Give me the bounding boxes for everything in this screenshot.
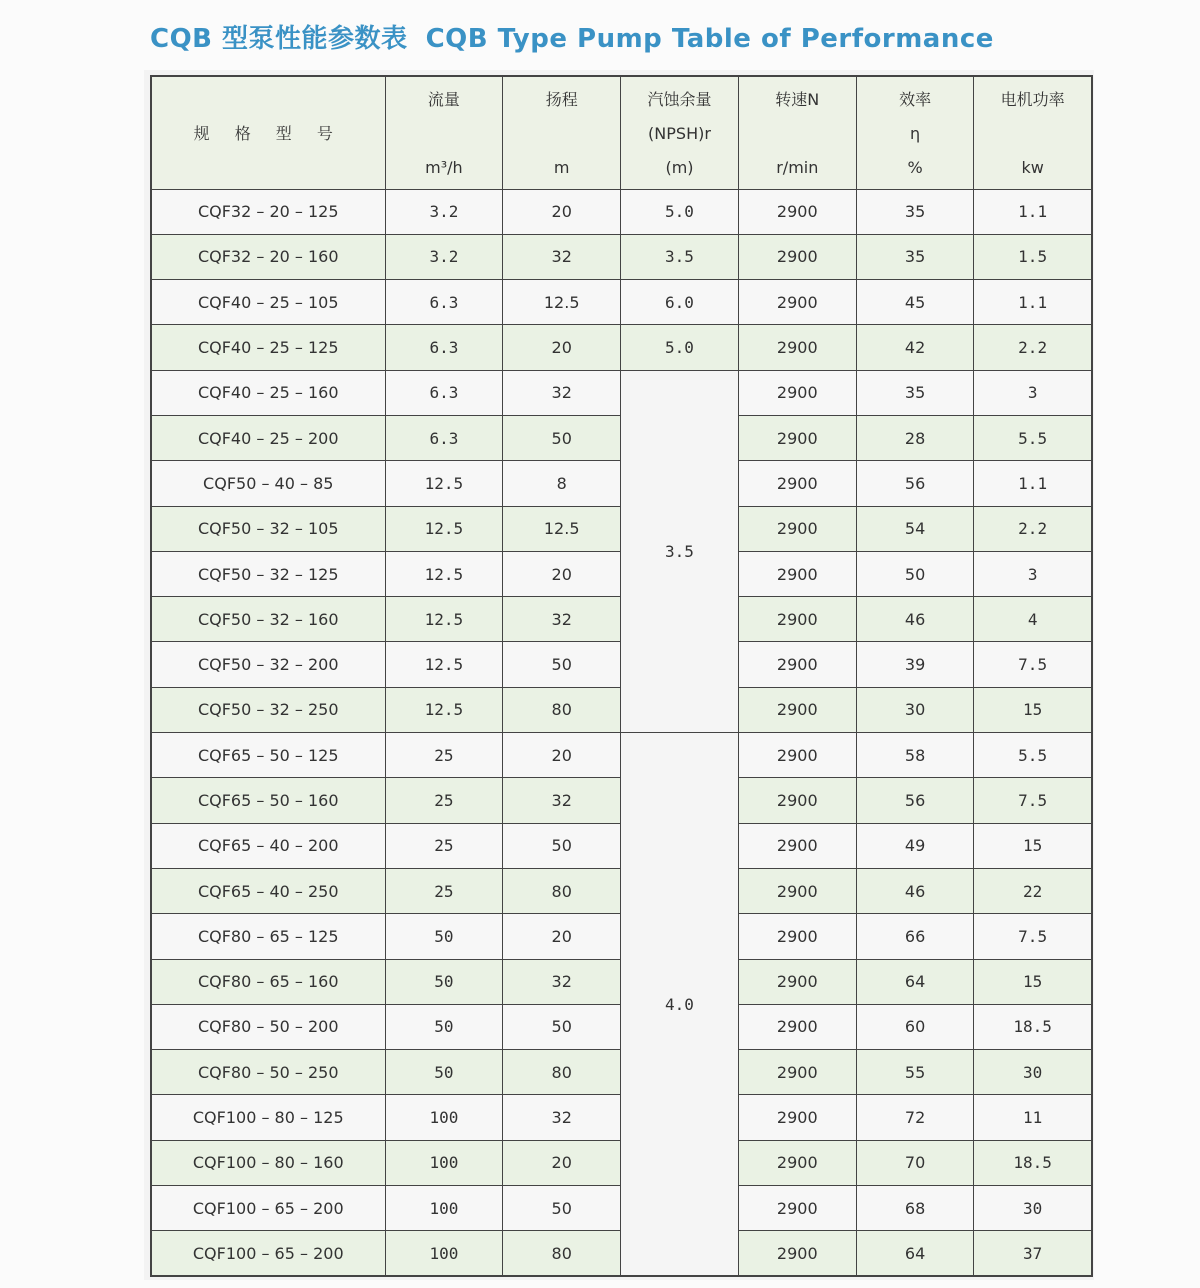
cell-power: 3 [974,551,1092,596]
cell-power: 4 [974,597,1092,642]
cell-head: 50 [503,415,621,460]
cell-speed: 2900 [738,597,856,642]
cell-model: CQF50 – 40 – 85 [151,461,385,506]
cell-power: 30 [974,1050,1092,1095]
header-speed-unit: r/min [776,157,819,177]
cell-power: 2.2 [974,506,1092,551]
cell-model: CQF40 – 25 – 200 [151,415,385,460]
cell-power: 2.2 [974,325,1092,370]
cell-npsh: 5.0 [621,325,739,370]
cell-model: CQF32 – 20 – 125 [151,189,385,234]
performance-table [150,75,1093,1277]
cell-speed: 2900 [738,1004,856,1049]
cell-speed: 2900 [738,280,856,325]
cell-efficiency: 72 [856,1095,974,1140]
header-power [974,76,1092,189]
cell-efficiency: 45 [856,280,974,325]
cell-efficiency: 42 [856,325,974,370]
cell-power: 7.5 [974,642,1092,687]
cell-flow: 25 [385,778,503,823]
table-row [151,280,1092,325]
cell-flow: 12.5 [385,551,503,596]
cell-speed: 2900 [738,687,856,732]
header-efficiency [856,76,974,189]
cell-head: 50 [503,823,621,868]
cell-power: 3 [974,370,1092,415]
cell-efficiency: 35 [856,370,974,415]
cell-model: CQF80 – 65 – 125 [151,914,385,959]
header-npsh-sub: (NPSH)r [648,123,711,143]
cell-efficiency: 55 [856,1050,974,1095]
cell-speed: 2900 [738,234,856,279]
header-flow-label: 流量 [427,89,460,109]
cell-head: 32 [503,234,621,279]
cell-speed: 2900 [738,189,856,234]
cell-power: 1.1 [974,461,1092,506]
cell-model: CQF50 – 32 – 250 [151,687,385,732]
table-row [151,189,1092,234]
cell-speed: 2900 [738,1186,856,1231]
cell-flow: 100 [385,1231,503,1276]
cell-speed: 2900 [738,642,856,687]
cell-power: 5.5 [974,415,1092,460]
cell-model: CQF40 – 25 – 160 [151,370,385,415]
cell-efficiency: 58 [856,733,974,778]
cell-model: CQF40 – 25 – 125 [151,325,385,370]
cell-flow: 12.5 [385,461,503,506]
cell-power: 1.1 [974,189,1092,234]
cell-efficiency: 68 [856,1186,974,1231]
cell-flow: 100 [385,1095,503,1140]
cell-speed: 2900 [738,959,856,1004]
cell-model: CQF50 – 32 – 160 [151,597,385,642]
header-speed [738,76,856,189]
cell-efficiency: 70 [856,1140,974,1185]
cell-flow: 12.5 [385,597,503,642]
cell-head: 50 [503,642,621,687]
cell-model: CQF100 – 65 – 200 [151,1186,385,1231]
cell-head: 12.5 [503,506,621,551]
cell-flow: 6.3 [385,325,503,370]
header-efficiency-label: 效率 [899,89,932,109]
cell-speed: 2900 [738,1231,856,1276]
cell-power: 18.5 [974,1140,1092,1185]
cell-power: 11 [974,1095,1092,1140]
table-row [151,370,1092,415]
cell-npsh: 6.0 [621,280,739,325]
cell-model: CQF100 – 80 – 125 [151,1095,385,1140]
header-efficiency-sub: η [910,123,921,143]
cell-model: CQF65 – 40 – 200 [151,823,385,868]
cell-model: CQF32 – 20 – 160 [151,234,385,279]
cell-power: 30 [974,1186,1092,1231]
cell-efficiency: 35 [856,234,974,279]
cell-efficiency: 35 [856,189,974,234]
header-model-label: 规 格 型 号 [193,124,343,144]
cell-efficiency: 64 [856,1231,974,1276]
cell-flow: 12.5 [385,687,503,732]
cell-head: 20 [503,325,621,370]
table-row [151,234,1092,279]
cell-head: 32 [503,597,621,642]
cell-speed: 2900 [738,868,856,913]
cell-model: CQF65 – 50 – 125 [151,733,385,778]
header-head [503,76,621,189]
header-power-unit: kw [1021,157,1044,177]
header-npsh-label: 汽蚀余量 [647,89,712,109]
header-power-label: 电机功率 [1000,89,1065,109]
cell-flow: 50 [385,1004,503,1049]
cell-model: CQF65 – 40 – 250 [151,868,385,913]
cell-head: 20 [503,551,621,596]
cell-power: 1.1 [974,280,1092,325]
cell-model: CQF65 – 50 – 160 [151,778,385,823]
cell-flow: 12.5 [385,642,503,687]
cell-head: 32 [503,959,621,1004]
cell-speed: 2900 [738,823,856,868]
cell-speed: 2900 [738,415,856,460]
cell-speed: 2900 [738,914,856,959]
cell-flow: 25 [385,868,503,913]
cell-model: CQF80 – 65 – 160 [151,959,385,1004]
cell-npsh-merged: 4.0 [621,733,739,1277]
cell-flow: 6.3 [385,415,503,460]
cell-model: CQF50 – 32 – 200 [151,642,385,687]
cell-model: CQF40 – 25 – 105 [151,280,385,325]
cell-power: 15 [974,959,1092,1004]
cell-flow: 6.3 [385,370,503,415]
cell-speed: 2900 [738,1050,856,1095]
cell-flow: 50 [385,914,503,959]
cell-flow: 12.5 [385,506,503,551]
cell-head: 32 [503,370,621,415]
title-chinese: CQB 型泵性能参数表 [150,24,408,54]
header-flow-unit: m³/h [425,157,463,177]
cell-efficiency: 56 [856,778,974,823]
cell-head: 50 [503,1186,621,1231]
cell-efficiency: 56 [856,461,974,506]
header-npsh-unit: (m) [665,157,694,177]
cell-head: 80 [503,868,621,913]
cell-npsh: 5.0 [621,189,739,234]
cell-flow: 100 [385,1140,503,1185]
cell-speed: 2900 [738,1095,856,1140]
cell-efficiency: 49 [856,823,974,868]
header-model [151,76,385,189]
cell-flow: 3.2 [385,189,503,234]
cell-flow: 100 [385,1186,503,1231]
cell-power: 7.5 [974,914,1092,959]
cell-speed: 2900 [738,370,856,415]
cell-speed: 2900 [738,733,856,778]
cell-power: 15 [974,823,1092,868]
cell-efficiency: 54 [856,506,974,551]
header-row [151,76,1092,189]
cell-head: 32 [503,778,621,823]
cell-efficiency: 39 [856,642,974,687]
cell-model: CQF50 – 32 – 105 [151,506,385,551]
cell-speed: 2900 [738,461,856,506]
table-body [151,189,1092,1276]
cell-efficiency: 28 [856,415,974,460]
cell-head: 80 [503,1050,621,1095]
cell-flow: 3.2 [385,234,503,279]
header-head-unit: m [553,157,570,177]
cell-model: CQF80 – 50 – 200 [151,1004,385,1049]
page-title [150,18,994,55]
cell-power: 1.5 [974,234,1092,279]
header-flow [385,76,503,189]
cell-head: 8 [503,461,621,506]
cell-power: 15 [974,687,1092,732]
header-npsh [621,76,739,189]
cell-flow: 6.3 [385,280,503,325]
cell-power: 18.5 [974,1004,1092,1049]
header-efficiency-unit: % [907,157,923,177]
cell-head: 20 [503,733,621,778]
cell-head: 20 [503,914,621,959]
cell-flow: 50 [385,959,503,1004]
cell-speed: 2900 [738,1140,856,1185]
cell-model: CQF100 – 65 – 200 [151,1231,385,1276]
cell-efficiency: 64 [856,959,974,1004]
table-row [151,325,1092,370]
cell-power: 5.5 [974,733,1092,778]
cell-efficiency: 30 [856,687,974,732]
cell-npsh-merged: 3.5 [621,370,739,732]
cell-head: 32 [503,1095,621,1140]
cell-model: CQF100 – 80 – 160 [151,1140,385,1185]
cell-speed: 2900 [738,325,856,370]
cell-model: CQF80 – 50 – 250 [151,1050,385,1095]
cell-power: 7.5 [974,778,1092,823]
cell-model: CQF50 – 32 – 125 [151,551,385,596]
cell-power: 37 [974,1231,1092,1276]
cell-flow: 50 [385,1050,503,1095]
table-row [151,733,1092,778]
cell-speed: 2900 [738,778,856,823]
cell-flow: 25 [385,823,503,868]
title-english: CQB Type Pump Table of Performance [425,24,994,54]
header-head-label: 扬程 [545,89,578,109]
cell-head: 20 [503,189,621,234]
cell-head: 80 [503,687,621,732]
cell-efficiency: 46 [856,597,974,642]
cell-speed: 2900 [738,551,856,596]
cell-efficiency: 60 [856,1004,974,1049]
cell-speed: 2900 [738,506,856,551]
cell-efficiency: 50 [856,551,974,596]
cell-npsh: 3.5 [621,234,739,279]
cell-head: 50 [503,1004,621,1049]
cell-head: 12.5 [503,280,621,325]
cell-head: 80 [503,1231,621,1276]
cell-power: 22 [974,868,1092,913]
cell-efficiency: 46 [856,868,974,913]
cell-flow: 25 [385,733,503,778]
cell-head: 20 [503,1140,621,1185]
cell-efficiency: 66 [856,914,974,959]
header-speed-label: 转速N [775,89,820,109]
